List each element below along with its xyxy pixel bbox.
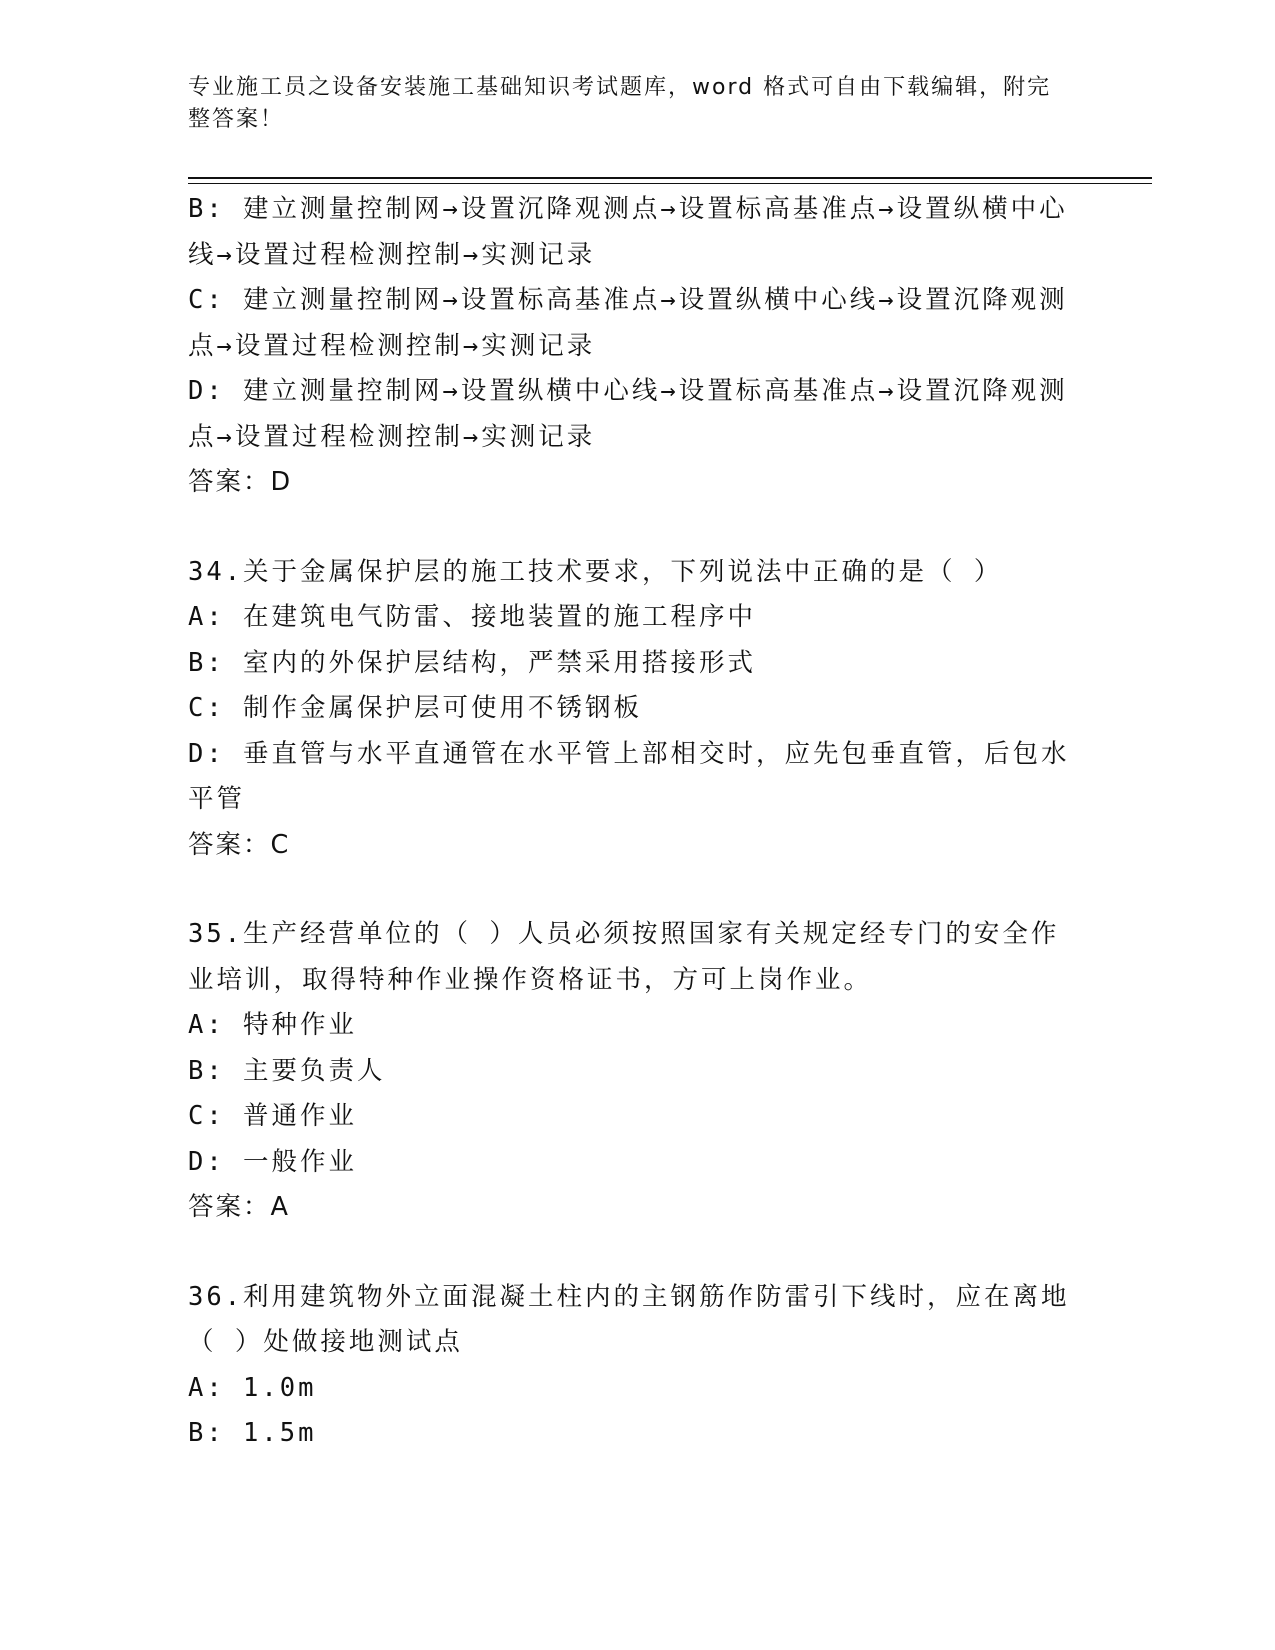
option-d: D: 垂直管与水平直通管在水平管上部相交时，应先包垂直管，后包水平管 [188, 738, 1070, 814]
option-b: B: 室内的外保护层结构，严禁采用搭接形式 [188, 647, 757, 678]
question-35 [188, 912, 1078, 1231]
answer: 答案：D [188, 467, 293, 497]
question-text: 35.生产经营单位的（ ）人员必须按照国家有关规定经专门的安全作业培训，取得特种作业操作资格证书，方可上岗作业。 [188, 919, 1060, 995]
question-text: 34.关于金属保护层的施工技术要求，下列说法中正确的是（ ） [188, 556, 1003, 587]
option-c: C: 普通作业 [188, 1101, 358, 1131]
option-a: A: 在建筑电气防雷、接地装置的施工程序中 [188, 602, 757, 632]
header-title: 专业施工员之设备安装施工基础知识考试题库，word 格式可自由下载编辑，附完整答案！ [188, 75, 1052, 132]
option-c: C: 建立测量控制网→设置标高基准点→设置纵横中心线→设置沉降观测点→设置过程检测控制→实测记录 [188, 285, 1068, 361]
question-list [188, 187, 1078, 1457]
spacer [188, 506, 1078, 550]
option-d: D: 建立测量控制网→设置纵横中心线→设置标高基准点→设置沉降观测点→设置过程检测控制→实测记录 [188, 376, 1068, 452]
spacer [188, 868, 1078, 912]
answer: 答案：C [188, 829, 291, 860]
option-d: D: 一般作业 [188, 1146, 358, 1177]
question-36 [188, 1275, 1078, 1457]
question-33-continued [188, 187, 1078, 506]
option-b: B: 1.5m [188, 1418, 317, 1448]
spacer [188, 1231, 1078, 1275]
question-34 [188, 550, 1078, 869]
option-c: C: 制作金属保护层可使用不锈钢板 [188, 693, 643, 723]
option-b: B: 建立测量控制网→设置沉降观测点→设置标高基准点→设置纵横中心线→设置过程检测控制→实测记录 [188, 194, 1068, 270]
answer: 答案：A [188, 1192, 290, 1222]
header-divider-thin [188, 183, 1152, 184]
option-a: A: 1.0m [188, 1372, 317, 1403]
question-text: 36.利用建筑物外立面混凝土柱内的主钢筋作防雷引下线时，应在离地（ ）处做接地测试点 [188, 1281, 1070, 1357]
option-a: A: 特种作业 [188, 1010, 358, 1040]
option-b: B: 主要负责人 [188, 1055, 386, 1086]
header-divider-thick [188, 177, 1152, 179]
document-header [188, 72, 1068, 136]
